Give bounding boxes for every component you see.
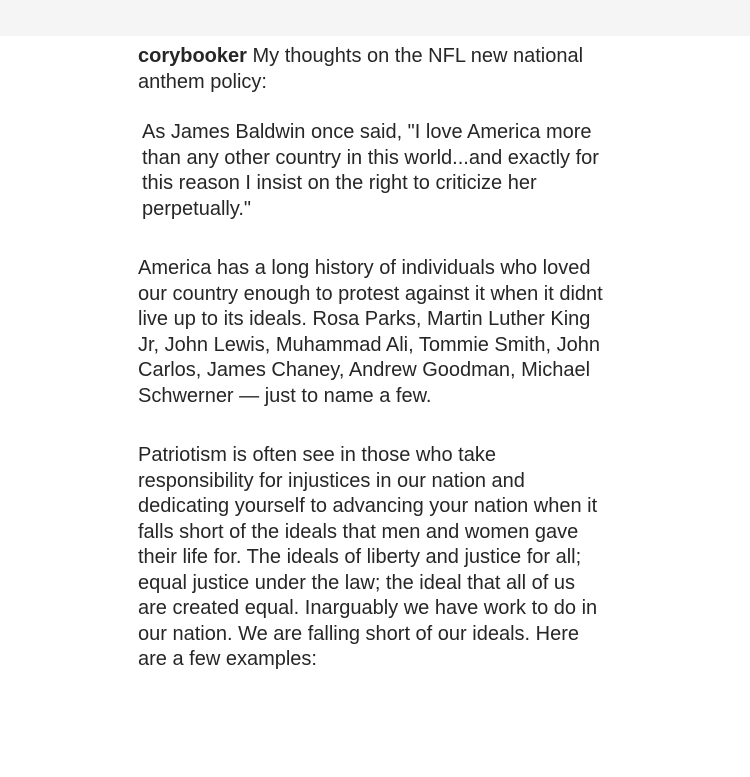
caption-intro-text: My thoughts on the NFL new national anthem policy: [138, 45, 584, 93]
post-caption [138, 44, 608, 673]
top-bar [0, 0, 750, 36]
protest-history-paragraph: America has a long history of individuals who loved our country enough to protest against it when it didnt live up to its ideals. Rosa Parks, Martin Luther King Jr, John Lewis, Muhammad Ali, Tommie Smith, John Carlos, James Chaney, Andrew Goodman, Michael Schwerner — just to name a few. [138, 257, 603, 407]
caption-intro [138, 44, 608, 95]
patriotism-paragraph: Patriotism is often see in those who take responsibility for injustices in our nation and dedicating yourself to advancing your nation when it falls short of the ideals that men and women gave their life for. The ideals of liberty and justice for all; equal justice under the law; the ideal that all of us are created equal. Inarguably we have work to do in our nation. We are falling short of our ideals. Here are a few examples: [138, 444, 598, 670]
username-link[interactable]: corybooker [138, 45, 247, 67]
baldwin-quote-paragraph: As James Baldwin once said, "I love America more than any other country in this world...and exactly for this reason I insist on the right to criticize her perpetually." [142, 121, 599, 220]
